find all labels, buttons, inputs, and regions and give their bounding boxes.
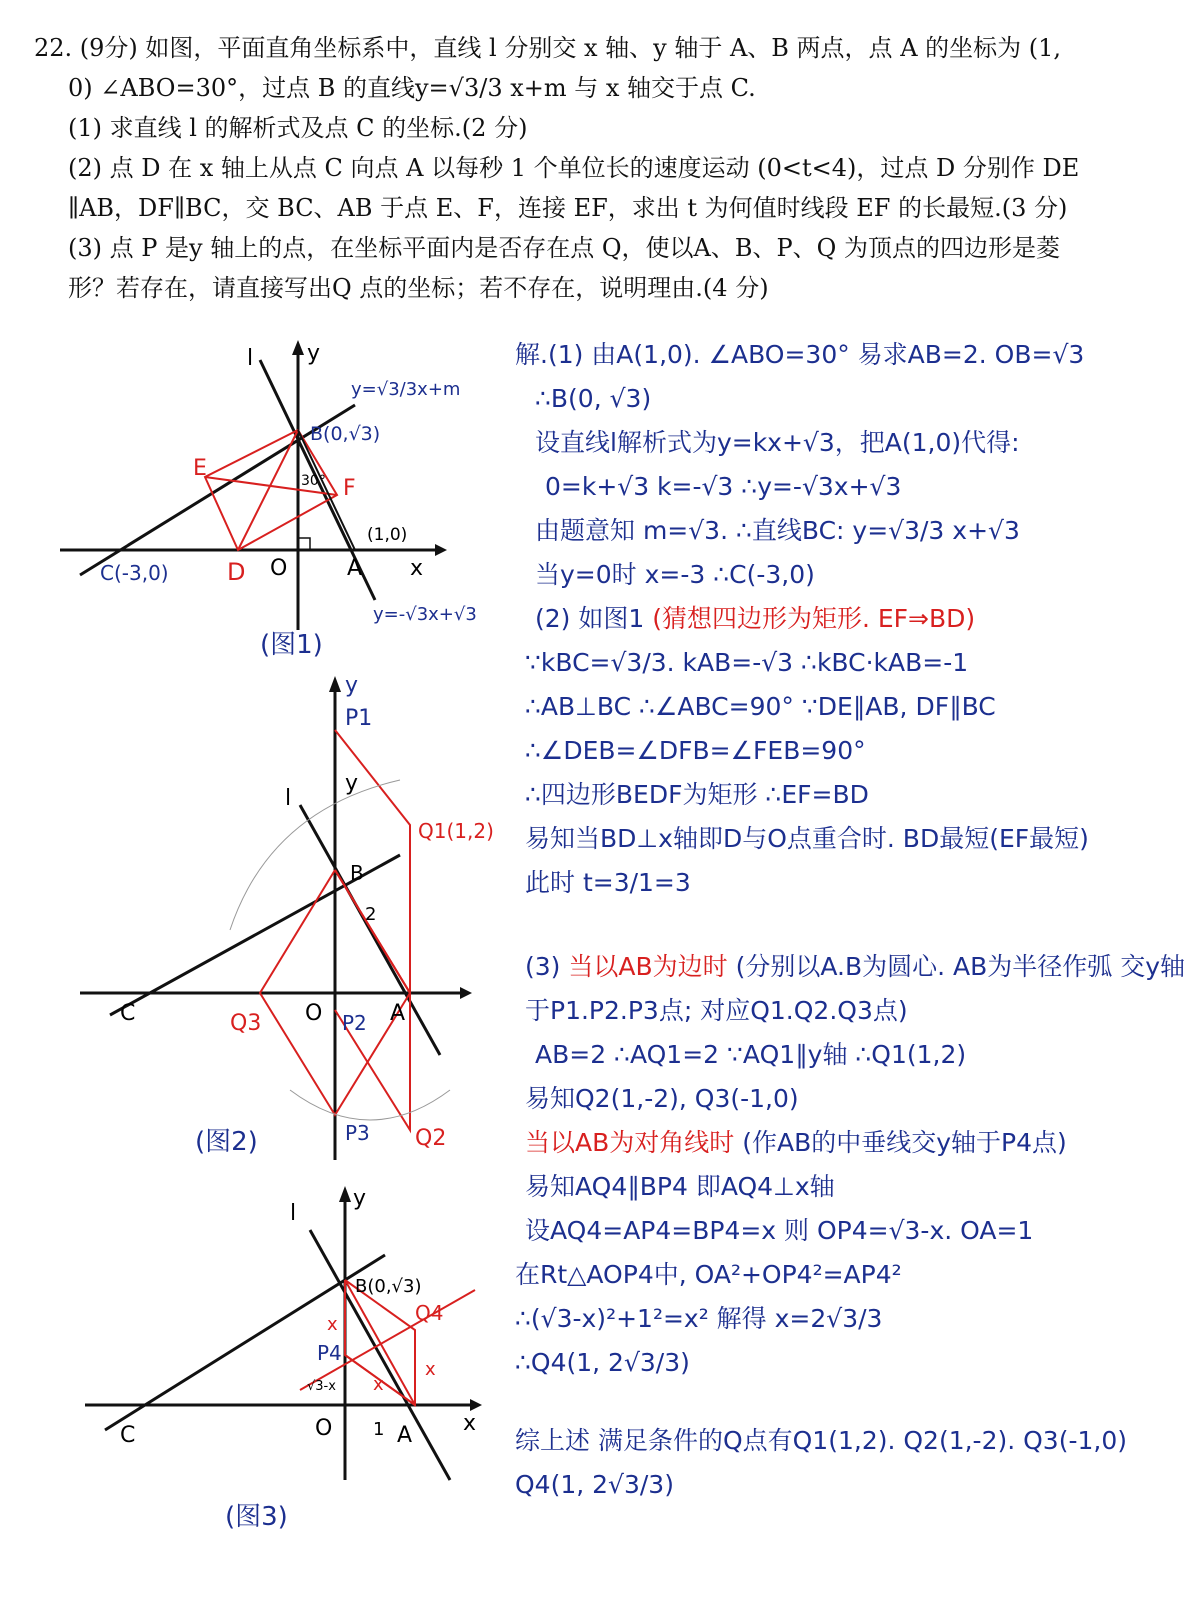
- label-x-2: x: [425, 1359, 436, 1380]
- label-e: E: [193, 456, 207, 481]
- perpendicular-bisector: [300, 1290, 475, 1390]
- label-angle: 30°: [301, 473, 326, 489]
- sol-line: [515, 597, 1195, 641]
- figure-2: [70, 670, 510, 1170]
- label-a: A: [347, 556, 363, 581]
- sol-line: 此时 t=3/1=3: [525, 868, 691, 897]
- sol-case-diagonal: 当以AB为对角线时: [525, 1128, 735, 1157]
- sol-line: ∴四边形BEDF为矩形 ∴EF=BD: [525, 780, 869, 809]
- rhombus-q1: [335, 730, 410, 993]
- label-c: C: [120, 1423, 136, 1448]
- problem-line-2: 0) ∠ABO=30°，过点 B 的直线y=√3/3 x+m 与 x 轴交于点 C.: [68, 74, 756, 102]
- caption-figure-3: (图3): [225, 1502, 288, 1532]
- sol-line: ∴B(0, √3): [535, 384, 652, 413]
- label-x: x: [410, 556, 424, 581]
- label-a-coord: (1,0): [367, 525, 408, 545]
- segment-bd: [238, 430, 298, 550]
- sol-line: 综上述 满足条件的Q点有Q1(1,2). Q2(1,-2). Q3(-1,0): [515, 1426, 1128, 1455]
- question-2a: (2) 点 D 在 x 轴上从点 C 向点 A 以每秒 1 个单位长的速度运动 (0<t<4)，过点 D 分别作 DE: [68, 154, 1080, 182]
- sol-line: 解.(1) 由A(1,0). ∠ABO=30° 易求AB=2. OB=√3: [515, 340, 1085, 369]
- label-x-axis: x: [463, 1411, 477, 1436]
- label-q1: Q1(1,2): [418, 819, 494, 843]
- x-arrow-icon: [435, 544, 447, 556]
- x-arrow-icon: [470, 1399, 482, 1411]
- sol-part-3: (3): [525, 952, 561, 981]
- sol-line: [515, 1121, 1195, 1165]
- y-arrow-icon: [329, 676, 341, 692]
- handwritten-solution: [515, 333, 1195, 1507]
- label-x-3: x: [373, 1374, 384, 1395]
- label-b: B: [350, 861, 364, 885]
- label-o: O: [315, 1416, 333, 1441]
- sol-line: ∴Q4(1, 2√3/3): [515, 1348, 690, 1377]
- sol-line: 设直线l解析式为y=kx+√3，把A(1,0)代得:: [535, 428, 1020, 457]
- label-y: y: [353, 1186, 367, 1211]
- label-y-top: y: [345, 673, 359, 698]
- label-f: F: [343, 476, 356, 501]
- label-one: 1: [373, 1419, 385, 1440]
- label-b: B(0,√3): [310, 423, 381, 445]
- label-y: y: [345, 771, 359, 796]
- sol-line: ∴AB⊥BC ∴∠ABC=90° ∵DE∥AB, DF∥BC: [525, 692, 996, 721]
- sol-line: 易知AQ4∥BP4 即AQ4⊥x轴: [525, 1172, 835, 1201]
- sol-line: [515, 945, 1195, 989]
- label-o: O: [305, 1001, 323, 1026]
- label-p3: P3: [345, 1121, 370, 1145]
- label-a: A: [397, 1423, 413, 1448]
- sol-line: ∴(√3-x)²+1²=x² 解得 x=2√3/3: [515, 1304, 883, 1333]
- label-y: y: [307, 341, 321, 366]
- label-sqrt3-minus-x: √3-x: [307, 1379, 336, 1394]
- label-l: l: [285, 786, 292, 811]
- sol-line: AB=2 ∴AQ1=2 ∵AQ1∥y轴 ∴Q1(1,2): [535, 1040, 967, 1069]
- x-arrow-icon: [460, 987, 472, 999]
- label-l-eq: y=-√3x+√3: [373, 604, 477, 625]
- label-q4: Q4: [415, 1301, 444, 1325]
- label-a: A: [390, 1001, 406, 1026]
- sol-line: 于P1.P2.P3点; 对应Q1.Q2.Q3点): [525, 996, 908, 1025]
- sol-line: ∵kBC=√3/3. kAB=-√3 ∴kBC·kAB=-1: [525, 648, 969, 677]
- figure-3: [75, 1180, 495, 1540]
- rectangle-bedf: [205, 430, 337, 550]
- label-l: l: [247, 346, 254, 371]
- label-c: C(-3,0): [100, 561, 169, 585]
- label-d: D: [227, 558, 246, 586]
- sol-line: ∴∠DEB=∠DFB=∠FEB=90°: [525, 736, 866, 765]
- label-q2: Q2: [415, 1126, 447, 1151]
- sol-line: 易知当BD⊥x轴即D与O点重合时. BD最短(EF最短): [525, 824, 1089, 853]
- sol-case-edge-note: (分别以A.B为圆心. AB为半径作弧 交y轴: [735, 952, 1185, 981]
- problem-statement: [34, 28, 1174, 308]
- segment-ab: [335, 870, 410, 993]
- question-3b: 形？若存在，请直接写出Q 点的坐标；若不存在，说明理由.(4 分): [68, 274, 769, 302]
- sol-line: 设AQ4=AP4=BP4=x 则 OP4=√3-x. OA=1: [525, 1216, 1034, 1245]
- label-p4: P4: [317, 1341, 342, 1365]
- sol-line: Q4(1, 2√3/3): [515, 1470, 674, 1499]
- label-l: l: [290, 1201, 297, 1226]
- label-two: 2: [365, 904, 377, 925]
- label-x-1: x: [327, 1314, 338, 1335]
- sol-line: 当y=0时 x=-3 ∴C(-3,0): [535, 560, 815, 589]
- question-2b: ∥AB，DF∥BC，交 BC、AB 于点 E、F，连接 EF，求出 t 为何值时线段 EF 的长最短.(3 分): [68, 194, 1068, 222]
- label-p1: P1: [345, 706, 373, 731]
- label-b: B(0,√3): [355, 1276, 422, 1297]
- caption-figure-1: (图1): [260, 630, 323, 660]
- y-arrow-icon: [339, 1186, 351, 1202]
- problem-line-1: 22. (9分) 如图，平面直角坐标系中，直线 l 分别交 x 轴、y 轴于 A、B 两点，点 A 的坐标为 (1,: [34, 34, 1062, 62]
- sol-case-edge: 当以AB为边时: [568, 952, 728, 981]
- label-bc-eq: y=√3/3x+m: [351, 379, 461, 400]
- label-o: O: [270, 556, 288, 581]
- sol-line: 0=k+√3 k=-√3 ∴y=-√3x+√3: [545, 472, 902, 501]
- y-arrow-icon: [292, 340, 304, 355]
- figure-1: [55, 335, 495, 665]
- sol-line: 由题意知 m=√3. ∴直线BC: y=√3/3 x+√3: [535, 516, 1020, 545]
- right-angle-mark: [298, 538, 310, 550]
- label-q3: Q3: [230, 1011, 262, 1036]
- question-3a: (3) 点 P 是y 轴上的点，在坐标平面内是否存在点 Q，使以A、B、P、Q 为顶点的四边形是菱: [68, 234, 1060, 262]
- sol-case-diagonal-note: (作AB的中垂线交y轴于P4点): [742, 1128, 1067, 1157]
- sol-part-2: (2) 如图1: [535, 604, 645, 633]
- arc: [290, 1090, 450, 1120]
- caption-figure-2: (图2): [195, 1127, 258, 1157]
- sol-line: 在Rt△AOP4中, OA²+OP4²=AP4²: [515, 1260, 902, 1289]
- sol-guess: (猜想四边形为矩形. EF⇒BD): [652, 604, 976, 633]
- sol-line: 易知Q2(1,-2), Q3(-1,0): [525, 1084, 799, 1113]
- label-p2: P2: [342, 1011, 367, 1035]
- question-1: (1) 求直线 l 的解析式及点 C 的坐标.(2 分): [68, 114, 528, 142]
- label-c: C: [120, 1001, 136, 1026]
